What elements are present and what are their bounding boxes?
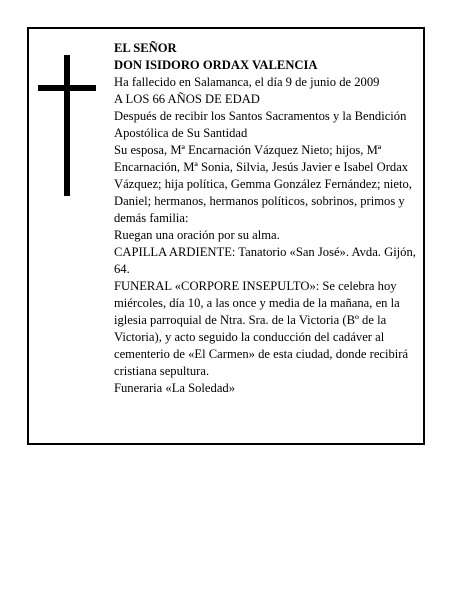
cross-icon-crossbar <box>38 85 96 91</box>
cross-icon <box>64 55 70 196</box>
family-paragraph: Su esposa, Mª Encarnación Vázquez Nieto; hijos, Mª Encarnación, Mª Sonia, Silvia, Jesús Javier e Isabel Ordax Vázquez; hija política, Gemma González Fernández; nieto, Daniel; hermanos, hermanos políticos, sobrinos, primos y demás familia: <box>114 143 412 225</box>
prayer-line: Ruegan una oración por su alma. <box>114 228 280 242</box>
age-line: A LOS 66 AÑOS DE EDAD <box>114 92 260 106</box>
obituary-text <box>114 40 420 397</box>
chapel-paragraph: CAPILLA ARDIENTE: Tanatorio «San José». Avda. Gijón, 64. <box>114 245 416 276</box>
sacraments-paragraph: Después de recibir los Santos Sacramentos y la Bendición Apostólica de Su Santidad <box>114 109 407 140</box>
funeral-home: Funeraria «La Soledad» <box>114 381 235 395</box>
deceased-name: DON ISIDORO ORDAX VALENCIA <box>114 58 318 72</box>
funeral-paragraph: FUNERAL «CORPORE INSEPULTO»: Se celebra hoy miércoles, día 10, a las once y media de la mañana, en la iglesia parroquial de Ntra. Sra. de la Victoria (Bº de la Victoria), y acto seguido la conducción del cadáver al cementerio de «El Carmen» de esta ciudad, donde recibirá cristiana sepultura. <box>114 279 409 378</box>
title-line-1: EL SEÑOR <box>114 41 177 55</box>
death-info: Ha fallecido en Salamanca, el día 9 de junio de 2009 <box>114 75 380 89</box>
